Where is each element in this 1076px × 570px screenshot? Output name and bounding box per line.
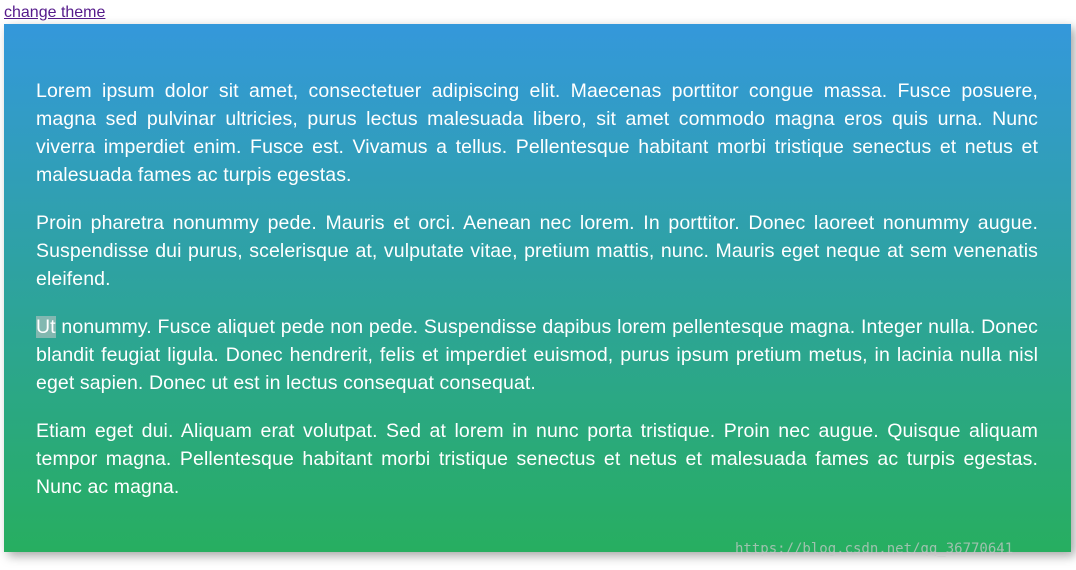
selected-text: Ut — [36, 316, 56, 338]
watermark-url: https://blog.csdn.net/qq_36770641 — [735, 541, 1014, 557]
paragraph-4: Etiam eget dui. Aliquam erat volutpat. Sed at lorem in nunc porta tristique. Proin nec augue. Quisque aliquam tempor magna. Pellentesque habitant morbi tristique senectus et netus et malesuada fames ac turpis egestas. Nunc ac magna. — [36, 420, 1038, 498]
paragraph-2: Proin pharetra nonummy pede. Mauris et orci. Aenean nec lorem. In porttitor. Donec laoreet nonummy augue. Suspendisse dui purus, scelerisque at, vulputate vitae, pretium mattis, nunc. Mauris eget neque at sem venenatis eleifend. — [36, 212, 1038, 290]
paragraph-3 — [36, 313, 1038, 397]
gradient-content-panel — [4, 24, 1071, 552]
paragraph-1: Lorem ipsum dolor sit amet, consectetuer adipiscing elit. Maecenas porttitor congue massa. Fusce posuere, magna sed pulvinar ultricies, purus lectus malesuada libero, sit amet commodo magna eros quis urna. Nunc viverra imperdiet enim. Fusce est. Vivamus a tellus. Pellentesque habitant morbi tristique senectus et netus et malesuada fames ac turpis egestas. — [36, 80, 1038, 186]
change-theme-link[interactable]: change theme — [4, 4, 106, 21]
paragraph-3-text: nonummy. Fusce aliquet pede non pede. Suspendisse dapibus lorem pellentesque magna. Integer nulla. Donec blandit feugiat ligula. Donec hendrerit, felis et imperdiet euismod, purus ipsum pretium metus, in lacinia nulla nisl eget sapien. Donec ut est in lectus consequat consequat. — [36, 316, 1038, 394]
